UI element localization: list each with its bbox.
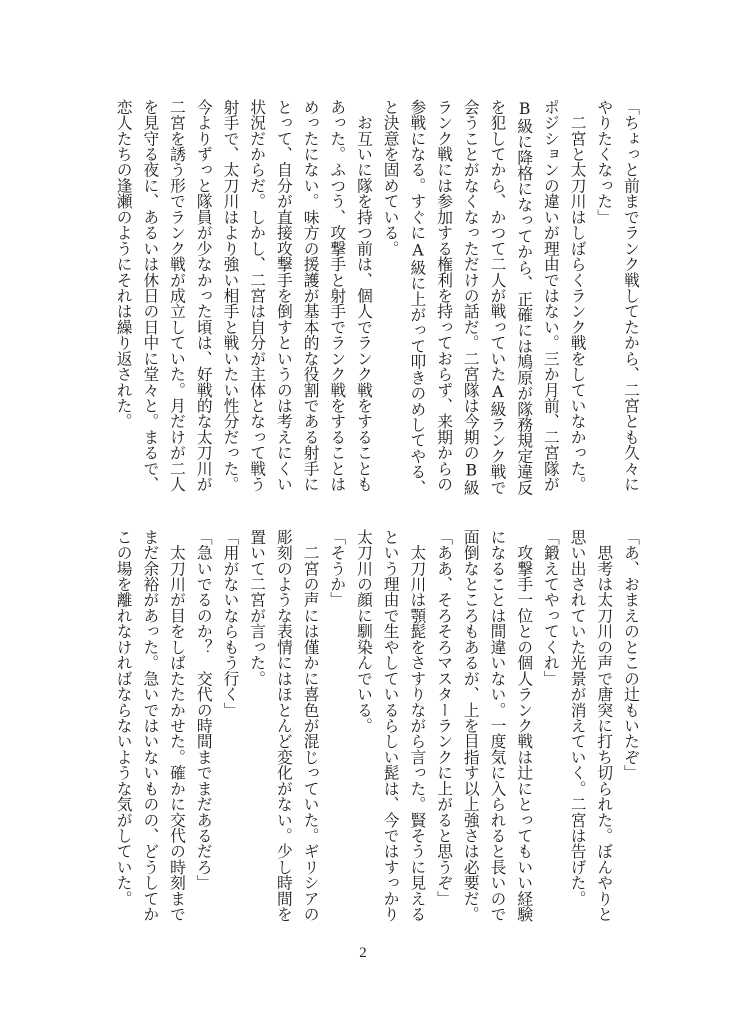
text-line: 参戦になる。すぐにA級に上がって叩きのめしてやる、 xyxy=(408,99,428,496)
text-line: と決意を固めている。 xyxy=(381,99,401,257)
text-line: B級に降格になってから、正確には鳩原が隊務規定違反 xyxy=(515,99,535,496)
text-line: この場を離れなければならないような気がしていた。 xyxy=(114,529,134,907)
text-line: 「用がないならもう行く」 xyxy=(221,529,241,718)
text-line: 会うことがなくなっただけの話だ。二宮隊は今期のB級 xyxy=(461,99,481,496)
text-line: になることは間違いない。一度気に入られると長いので xyxy=(488,529,508,922)
text-line: 二宮と太刀川はしばらくランク戦をしていなかった。 xyxy=(568,99,588,492)
page-number: 2 xyxy=(359,945,367,961)
text-line: 思考は太刀川の声で唐突に打ち切られた。ぼんやりと xyxy=(595,529,615,922)
text-line: 二宮を誘う形でランク戦が成立していた。月だけが二人 xyxy=(168,99,188,492)
text-line: を見守る夜に、あるいは休日の日中に堂々と。まるで、 xyxy=(141,99,161,492)
text-line: 太刀川は顎髭をさすりながら言った。賢そうに見える xyxy=(408,529,428,922)
text-line: 恋人たちの逢瀬のようにそれは繰り返された。 xyxy=(114,99,134,430)
text-block-top xyxy=(110,99,644,495)
text-line: 「鍛えてやってくれ」 xyxy=(541,529,561,687)
text-line: を犯してから、かつて二人が戦っていたA級ランク戦で xyxy=(488,99,508,496)
text-line: まだ余裕があった。急いではいないものの、どうしてか xyxy=(141,529,161,922)
text-line: めったにない。味方の援護が基本的な役割である射手に xyxy=(301,99,321,492)
text-line: 今よりずっと隊員が少なかった頃は、好戦的な太刀川が xyxy=(194,99,214,492)
text-line: 「あ、おまえのとこの辻もいたぞ」 xyxy=(622,529,641,781)
text-block-bottom xyxy=(110,529,644,925)
text-line: 攻撃手一位との個人ランク戦は辻にとってもいい経験 xyxy=(515,529,535,922)
text-line: 「ああ、そろそろマスターランクに上がると思うぞ」 xyxy=(435,529,455,907)
text-line: 射手で、太刀川はより強い相手と戦いたい性分だった。 xyxy=(221,99,241,492)
text-line: 置いて二宮が言った。 xyxy=(248,529,268,687)
text-line: やりたくなった」 xyxy=(595,99,615,225)
text-line: ランク戦には参加する権利を持っておらず、来期からの xyxy=(435,99,455,492)
text-line: 面倒なところもあるが、上を目指す以上強さは必要だ。 xyxy=(461,529,481,922)
text-line: 状況だからだ。しかし、二宮は自分が主体となって戦う xyxy=(248,99,268,492)
text-line: 二宮の声には僅かに喜色が混じっていた。ギリシアの xyxy=(301,529,321,922)
text-line: 「ちょっと前までランク戦してたから、二宮とも久々に xyxy=(622,99,641,492)
text-line: 思い出されていた光景が消えていく。二宮は告げた。 xyxy=(568,529,588,907)
text-line: ポジションの違いが理由ではない。三か月前、二宮隊が xyxy=(541,99,561,492)
text-line: お互いに隊を持つ前は、個人でランク戦をすることも xyxy=(354,99,374,492)
text-line: 「そうか」 xyxy=(328,529,348,608)
text-line: あった。ふつう、攻撃手と射手でランク戦をすることは xyxy=(328,99,348,492)
text-line: 「急いでるのか？ 交代の時間までまだあるだろ」 xyxy=(194,529,214,891)
text-line: とって、自分が直接攻撃手を倒すというのは考えにくい xyxy=(274,99,294,492)
text-line: 太刀川が目をしばたたかせた。確かに交代の時刻まで xyxy=(168,529,188,922)
text-line: という理由で生やしているらしい髭は、今ではすっかり xyxy=(381,529,401,922)
text-line: 太刀川の顔に馴染んでいる。 xyxy=(354,529,374,734)
text-line: 彫刻のような表情にはほとんど変化がない。少し時間を xyxy=(274,529,294,922)
